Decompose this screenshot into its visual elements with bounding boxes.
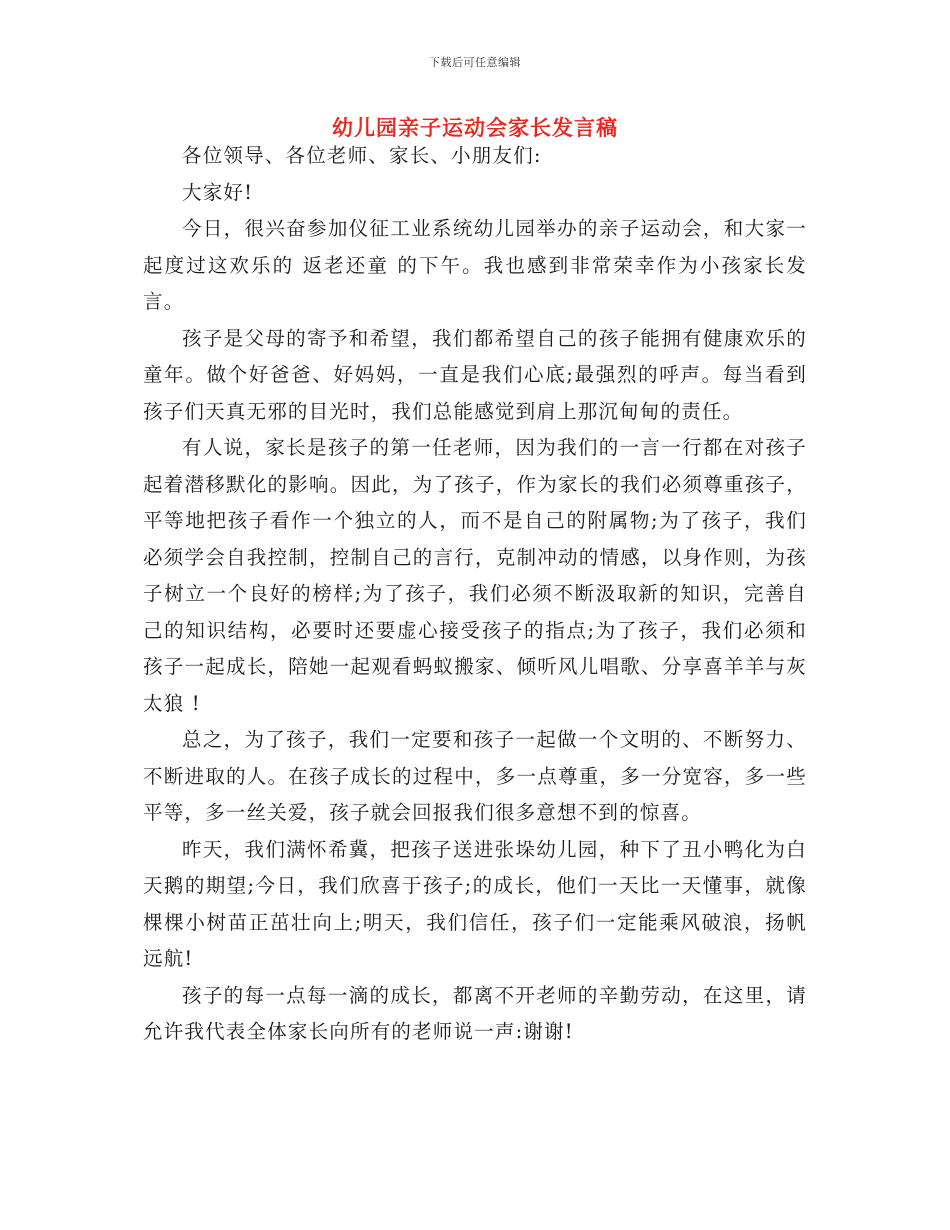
paragraph-intro: 今日，很兴奋参加仪征工业系统幼儿园举办的亲子运动会，和大家一起度过这欢乐的 返老还童 的下午。我也感到非常荣幸作为小孩家长发言。 xyxy=(143,217,807,313)
document-body xyxy=(143,138,807,1051)
paragraph-greeting: 大家好! xyxy=(182,180,254,204)
paragraph-first-teacher: 有人说，家长是孩子的第一任老师，因为我们的一言一行都在对孩子起着潜移默化的影响。因此，为了孩子，作为家长的我们必须尊重孩子，平等地把孩子看作一个独立的人，而不是自己的附属物;为了孩子，我们必须学会自我控制，控制自己的言行，克制冲动的情感，以身作则，为孩子树立一个良好的榜样;为了孩子，我们必须不断汲取新的知识，完善自己的知识结构，必要时还要虚心接受孩子的指点;为了孩子，我们必须和孩子一起成长，陪她一起观看蚂蚁搬家、倾听风儿唱歌、分享喜羊羊与灰太狼 ! xyxy=(143,436,807,715)
paragraph-thanks: 孩子的每一点每一滴的成长，都离不开老师的辛勤劳动，在这里，请允许我代表全体家长向所有的老师说一声:谢谢! xyxy=(143,983,807,1043)
document-title: 幼儿园亲子运动会家长发言稿 xyxy=(332,116,618,140)
paragraph-salutation: 各位领导、各位老师、家长、小朋友们: xyxy=(182,144,542,167)
page-header-note: 下载后可任意编辑 xyxy=(429,56,521,69)
paragraph-future: 昨天，我们满怀希冀，把孩子送进张垛幼儿园，种下了丑小鸭化为白天鹅的期望;今日，我们欣喜于孩子;的成长，他们一天比一天懂事，就像棵棵小树苗正茁壮向上;明天，我们信任，孩子们一定能乘风破浪，扬帆远航! xyxy=(143,837,807,970)
paragraph-hope: 孩子是父母的寄予和希望，我们都希望自己的孩子能拥有健康欢乐的童年。做个好爸爸、好妈妈，一直是我们心底;最强烈的呼声。每当看到孩子们天真无邪的目光时，我们总能感觉到肩上那沉甸甸的责任。 xyxy=(143,326,807,423)
paragraph-summary: 总之，为了孩子，我们一定要和孩子一起做一个文明的、不断努力、不断进取的人。在孩子成长的过程中，多一点尊重，多一分宽容，多一些平等，多一丝关爱，孩子就会回报我们很多意想不到的惊喜。 xyxy=(143,728,807,824)
